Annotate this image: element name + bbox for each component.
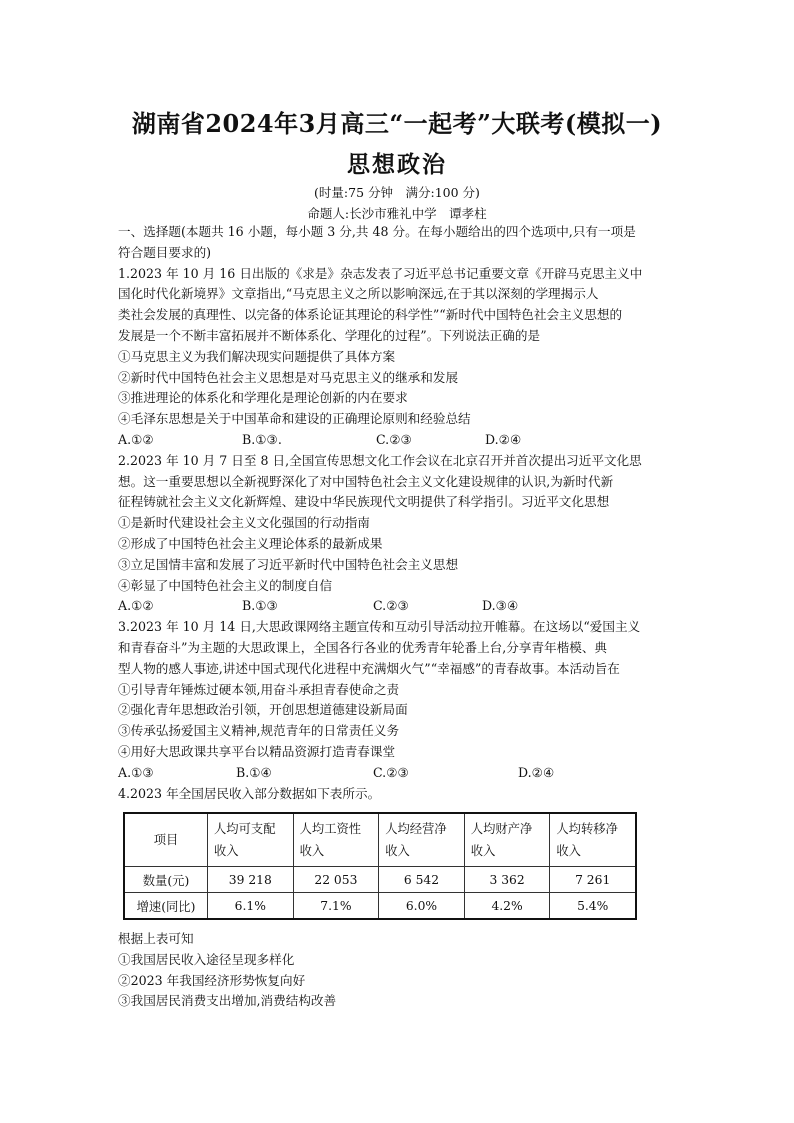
- table-cell: 3 362: [464, 867, 550, 893]
- option-a: A.①③: [118, 764, 154, 780]
- question-2: [118, 451, 678, 617]
- table-header-row: [124, 813, 636, 867]
- table-cell: 5.4%: [550, 893, 636, 920]
- question-4-continuation: [118, 929, 678, 1012]
- statement: ②新时代中国特色社会主义思想是对马克思主义的继承和发展: [118, 369, 459, 385]
- question-4: [118, 784, 678, 805]
- table-header-cell: 人均可支配收入: [208, 813, 294, 867]
- table-cell: 数量(元): [124, 867, 208, 893]
- question-text: 类社会发展的真理性、以完备的体系论证其理论的科学性”“新时代中国特色社会主义思想的: [118, 307, 623, 323]
- table-row: [124, 867, 636, 893]
- option-d: D.②④: [518, 764, 555, 780]
- statement: ④彰显了中国特色社会主义的制度自信: [118, 577, 333, 593]
- question-text: 4.2023 年全国居民收入部分数据如下表所示。: [118, 785, 381, 801]
- section-heading: 一、选择题(本题共 16 小题，每小题 3 分,共 48 分。在每小题给出的四个选项中,只有一项是: [118, 224, 636, 239]
- statement: ④毛泽东思想是关于中国革命和建设的正确理论原则和经验总结: [118, 411, 471, 427]
- answer-options: [118, 763, 678, 784]
- table-header-cell: 人均工资性收入: [293, 813, 379, 867]
- statement: ①是新时代建设社会主义文化强国的行动指南: [118, 515, 370, 531]
- table-header-cell: 人均财产净收入: [464, 813, 550, 867]
- option-a: A.①②: [118, 431, 154, 447]
- question-text: 想。这一重要思想以全新视野深化了对中国特色社会主义文化建设规律的认识,为新时代新: [118, 473, 614, 489]
- statement: ③立足国情丰富和发展了习近平新时代中国特色社会主义思想: [118, 556, 459, 572]
- table-cell: 6.1%: [208, 893, 294, 920]
- statement: ①我国居民收入途径呈现多样化: [118, 951, 295, 967]
- exam-author: 命题人:长沙市雅礼中学 谭孝柱: [307, 206, 487, 221]
- statement: ①马克思主义为我们解决现实问题提供了具体方案: [118, 348, 396, 364]
- option-b: B.①③: [242, 598, 278, 614]
- option-d: D.②④: [485, 431, 522, 447]
- question-text: 型人物的感人事迹,讲述中国式现代化进程中充满烟火气”“幸福感”的青春故事。本活动旨在: [118, 660, 620, 676]
- statement: ②2023 年我国经济形势恢复向好: [118, 972, 306, 988]
- statement: ③推进理论的体系化和学理化是理论创新的内在要求: [118, 390, 408, 406]
- exam-title: 湖南省2024年3月高三“一起考”大联考(模拟一): [131, 109, 663, 138]
- table-cell: 7 261: [550, 867, 636, 893]
- statement: ③我国居民消费支出增加,消费结构改善: [118, 993, 337, 1009]
- exam-meta: (时量:75 分钟 满分:100 分): [314, 185, 480, 200]
- question-text: 根据上表可知: [118, 931, 194, 946]
- question-text: 3.2023 年 10 月 14 日,大思政课网络主题宣传和互动引导活动拉开帷幕。在这场以“爱国主义: [118, 619, 641, 635]
- table-header-cell: 人均转移净收入: [550, 813, 636, 867]
- question-text: 征程铸就社会主义文化新辉煌、建设中华民族现代文明提供了科学指引。习近平文化思想: [118, 494, 610, 510]
- question-text: 国化时代化新境界》文章指出,“马克思主义之所以影响深远,在于其以深刻的学理揭示人: [118, 286, 599, 302]
- question-text: 发展是一个不断丰富拓展并不断体系化、学理化的过程”。下列说法正确的是: [118, 327, 541, 343]
- subject-title: 思想政治: [347, 151, 447, 178]
- table-cell: 39 218: [208, 867, 294, 893]
- statement: ③传承弘扬爱国主义精神,规范青年的日常责任义务: [118, 723, 400, 739]
- statement: ②强化青年思想政治引领，开创思想道德建设新局面: [118, 702, 408, 718]
- question-1: [118, 264, 678, 451]
- statement: ①引导青年锤炼过硬本领,用奋斗承担青春使命之责: [118, 681, 400, 697]
- answer-options: [118, 596, 678, 617]
- option-c: C.②③: [376, 431, 412, 447]
- question-3: [118, 617, 678, 783]
- table-cell: 6 542: [379, 867, 465, 893]
- statement: ②形成了中国特色社会主义理论体系的最新成果: [118, 535, 383, 551]
- question-text: 和青春奋斗”为主题的大思政课上，全国各行各业的优秀青年轮番上台,分享青年楷模、典: [118, 639, 608, 655]
- question-text: 1.2023 年 10 月 16 日出版的《求是》杂志发表了习近平总书记重要文章《开辟马克思主义中: [118, 265, 643, 281]
- option-c: C.②③: [373, 598, 409, 614]
- table-cell: 7.1%: [293, 893, 379, 920]
- table-cell: 6.0%: [379, 893, 465, 920]
- section-heading-cont: 符合题目要求的): [118, 244, 212, 260]
- answer-options: [118, 430, 678, 451]
- option-a: A.①②: [118, 598, 154, 614]
- income-table: [123, 812, 637, 920]
- table-cell: 增速(同比): [124, 893, 208, 920]
- table-row: [124, 893, 636, 920]
- option-d: D.③④: [482, 598, 519, 614]
- table-cell: 22 053: [293, 867, 379, 893]
- question-body: [118, 222, 678, 804]
- table-header-cell: 项目: [124, 813, 208, 867]
- table-cell: 4.2%: [464, 893, 550, 920]
- option-b: B.①④: [236, 764, 272, 780]
- question-text: 2.2023 年 10 月 7 日至 8 日,全国宣传思想文化工作会议在北京召开并首次提出习近平文化思: [118, 452, 642, 468]
- option-b: B.①③.: [242, 431, 282, 447]
- statement: ④用好大思政课共享平台以精品资源打造青春课堂: [118, 743, 396, 759]
- table-header-cell: 人均经营净收入: [379, 813, 465, 867]
- option-c: C.②③: [373, 764, 409, 780]
